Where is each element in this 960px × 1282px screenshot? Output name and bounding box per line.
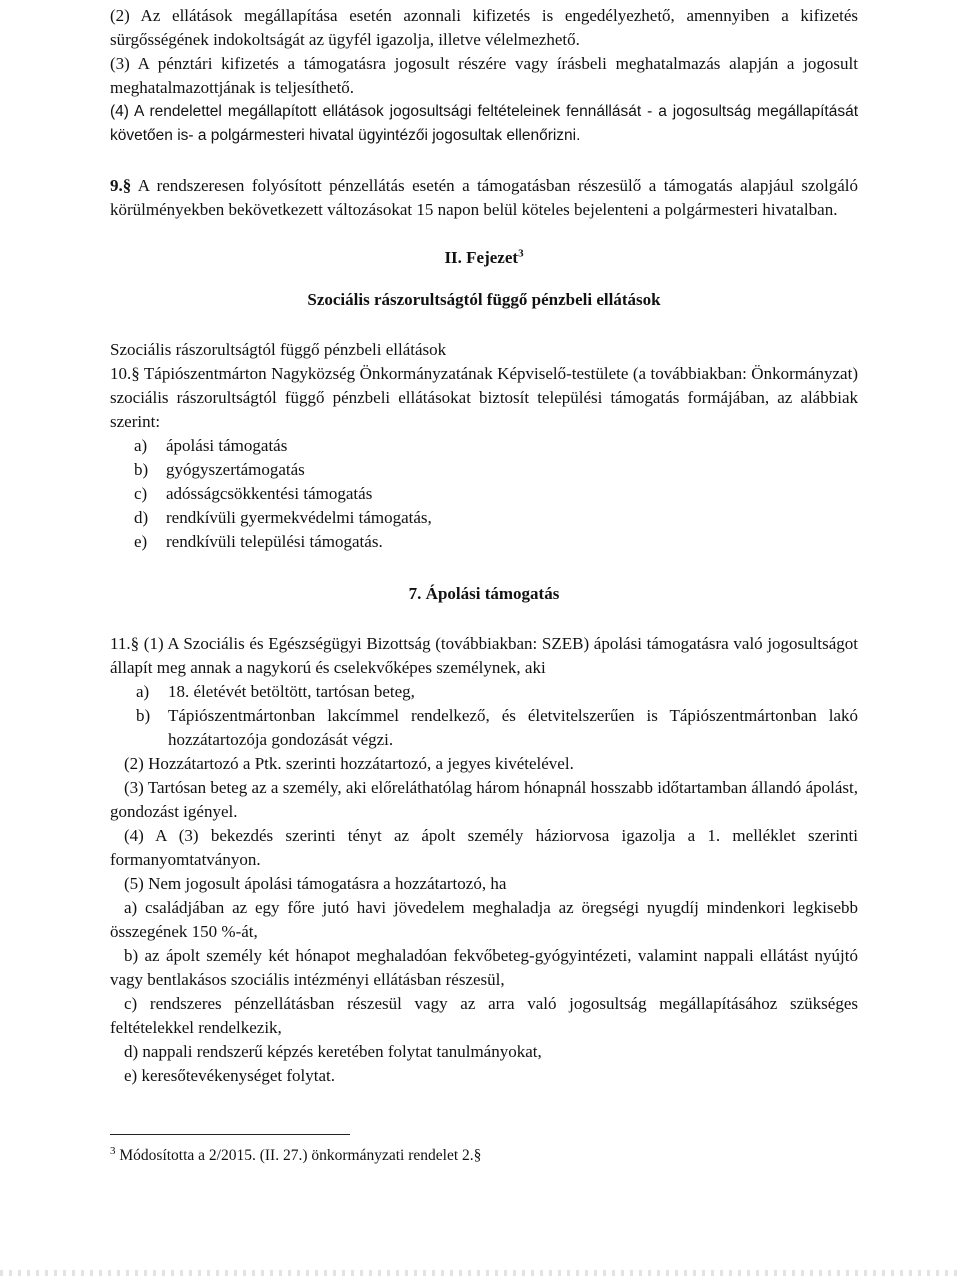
section-11-label: 11.§	[110, 634, 140, 653]
section-11-p5: (5) Nem jogosult ápolási támogatásra a hozzátartozó, ha	[124, 874, 507, 893]
section-11-intro-text: (1) A Szociális és Egészségügyi Bizottság (továbbiakban: SZEB) ápolási támogatásra való jogosultságot állapít meg annak a nagykorú és cselekvőképes személynek, aki	[110, 634, 859, 677]
list-item: d) rendkívüli gyermekvédelmi támogatás,	[134, 508, 432, 527]
paragraph-2: (2) Az ellátások megállapítása esetén azonnali kifizetés is engedélyezhető, amennyiben a kifizetés sürgősségének indokoltságát az ügyfél igazolja, illetve vélelmezhető.	[110, 6, 858, 49]
footnote-divider	[110, 1134, 350, 1135]
chapter-title-text: II. Fejezet	[444, 248, 519, 267]
scan-edge-artifact	[0, 1270, 960, 1276]
section-11-intro	[110, 632, 858, 680]
chapter-subtitle: Szociális rászorultságtól függő pénzbeli ellátások	[307, 290, 661, 309]
section-10-text: Tápiószentmárton Nagyközség Önkormányzatának Képviselő-testülete (a továbbiakban: Önkormányzat) szociális rászorultságtól függő pénzbeli ellátásokat biztosít települési támogatás formájában, az alábbiak szerint:	[110, 364, 858, 431]
list-item: a) ápolási támogatás	[134, 436, 288, 455]
section-10	[110, 362, 858, 434]
footnote-ref: 3	[518, 247, 524, 260]
section-11-p2: (2) Hozzátartozó a Ptk. szerinti hozzátartozó, a jegyes kivételével.	[124, 754, 574, 773]
section-9-text: A rendszeresen folyósított pénzellátás esetén a támogatásban részesülő a támogatás alapjául szolgáló körülményekben bekövetkezett változásokat 15 napon belül köteles bejelenteni a polgármesteri hivatalban.	[110, 176, 858, 219]
footnote-text: Módosította a 2/2015. (II. 27.) önkormányzati rendelet 2.§	[119, 1147, 482, 1164]
list-item: b) Tápiószentmártonban lakcímmel rendelkező, és életvitelszerűen is Tápiószentmártonban lakó hozzátartozója gondozását végzi.	[136, 706, 858, 749]
footnote	[110, 1144, 858, 1168]
section-11-p5-c: c) rendszeres pénzellátásban részesül vagy az arra való jogosultság megállapításához szükséges feltételekkel rendelkezik,	[110, 994, 858, 1037]
list-item: b) gyógyszertámogatás	[134, 460, 305, 479]
section-11-p5-b: b) az ápolt személy két hónapot meghaladóan fekvőbeteg-gyógyintézeti, valamint nappali ellátást nyújtó vagy bentlakásos szociális intézményi ellátásban részesül,	[110, 946, 858, 989]
list-item: e) rendkívüli települési támogatás.	[134, 532, 383, 551]
section-9-label: 9.§	[110, 176, 132, 195]
list-item: a) 18. életévét betöltött, tartósan beteg,	[136, 682, 415, 701]
paragraph-3: (3) A pénztári kifizetés a támogatásra jogosult részére vagy írásbeli meghatalmazás alapján a jogosult meghatalmazottjának is teljesíthető.	[110, 54, 858, 97]
section-11-p5-a: a) családjában az egy főre jutó havi jövedelem meghaladja az öregségi nyugdíj mindenkori legkisebb összegének 150 %-át,	[110, 898, 858, 941]
section-9	[110, 174, 858, 222]
section-11-p5-d: d) nappali rendszerű képzés keretében folytat tanulmányokat,	[124, 1042, 542, 1061]
section-10-list	[110, 434, 858, 554]
section-11-list	[110, 680, 858, 752]
section-11-p3: (3) Tartósan beteg az a személy, aki előreláthatólag három hónapnál hosszabb időtartamban állandó ápolást, gondozást igényel.	[110, 778, 858, 821]
section-10-heading: Szociális rászorultságtól függő pénzbeli ellátások	[110, 340, 447, 359]
section-7-title: 7. Ápolási támogatás	[408, 584, 560, 603]
section-10-label: 10.§	[110, 364, 140, 383]
document-page	[110, 4, 858, 1088]
footnote-number: 3	[110, 1144, 116, 1157]
paragraph-4: (4) A rendelettel megállapított ellátások jogosultsági feltételeinek fennállását - a jogosultság megállapítását követően is- a polgármesteri hivatal ügyintézői jogosultak ellenőrizni.	[110, 103, 858, 144]
section-11-p4: (4) A (3) bekezdés szerinti tényt az ápolt személy háziorvosa igazolja a 1. melléklet szerinti formanyomtatványon.	[110, 826, 858, 869]
chapter-title	[110, 246, 858, 270]
list-item: c) adósságcsökkentési támogatás	[134, 484, 373, 503]
section-11-p5-e: e) keresőtevékenységet folytat.	[124, 1066, 335, 1085]
